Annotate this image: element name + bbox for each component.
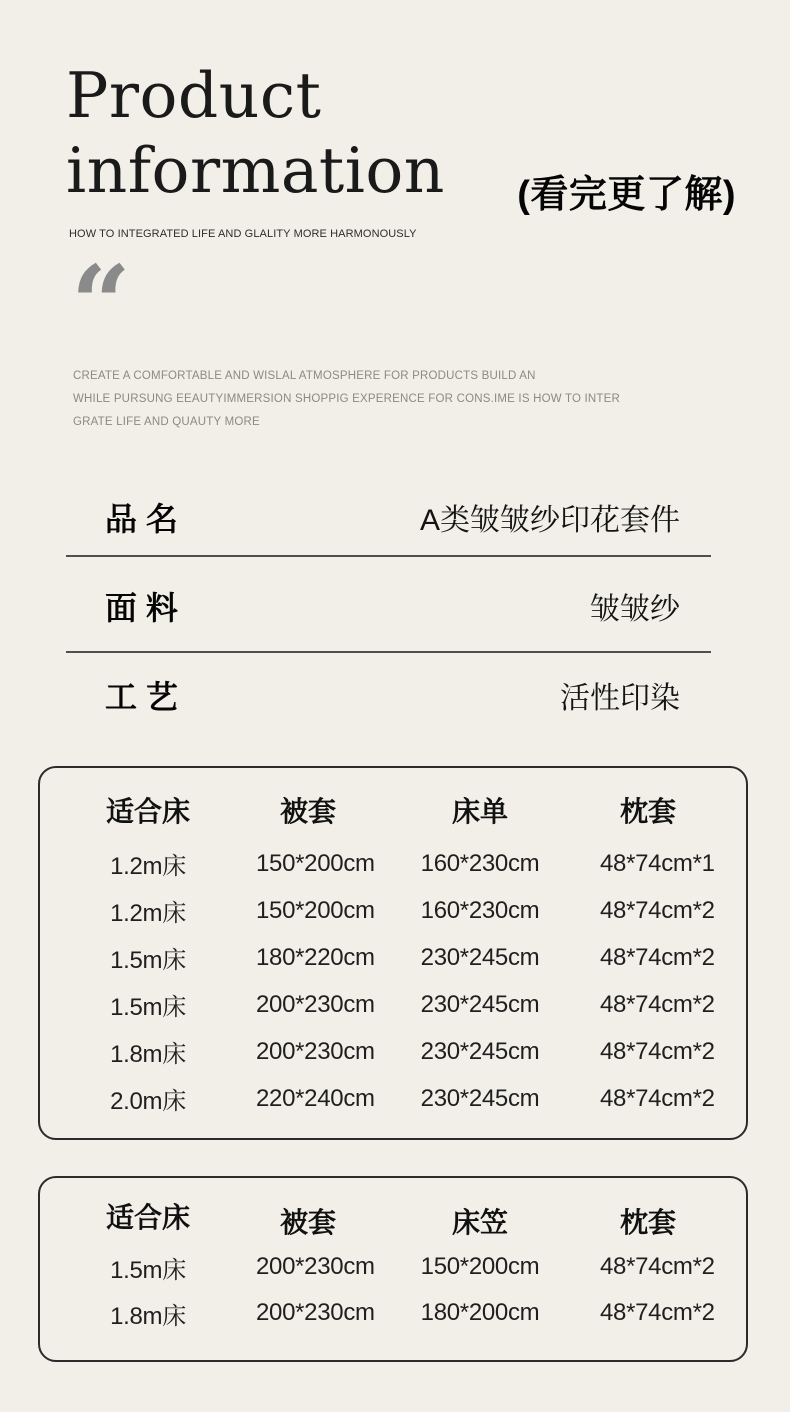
page-title-line1: Product bbox=[66, 59, 322, 132]
table-row bbox=[40, 1028, 746, 1075]
size-table-1 bbox=[38, 766, 748, 1140]
table-header-cell: 床笠 bbox=[451, 1206, 508, 1238]
size-table-2 bbox=[38, 1176, 748, 1362]
table-row bbox=[40, 1290, 746, 1336]
table-row bbox=[40, 887, 746, 934]
intro-line: CREATE A COMFORTABLE AND WISLAL ATMOSPHERE FOR PRODUCTS BUILD AN bbox=[73, 370, 536, 382]
intro-text bbox=[73, 365, 620, 434]
table-cell: 150*200cm bbox=[256, 849, 375, 877]
spec-row-product-name bbox=[66, 479, 711, 557]
table-cell: 200*230cm bbox=[256, 1037, 375, 1065]
table-row bbox=[40, 981, 746, 1028]
table-cell: 200*230cm bbox=[256, 1253, 375, 1280]
table-header-cell: 适合床 bbox=[105, 795, 190, 827]
table-cell: 48*74cm*2 bbox=[600, 990, 715, 1018]
table-row bbox=[40, 934, 746, 981]
table-cell: 160*230cm bbox=[420, 849, 540, 877]
table-row bbox=[40, 1244, 746, 1290]
table-cell: 1.8m床 bbox=[110, 1302, 186, 1330]
table-cell: 230*245cm bbox=[420, 1084, 540, 1112]
table-cell: 1.5m床 bbox=[110, 1256, 186, 1284]
table-cell: 150*200cm bbox=[256, 896, 375, 924]
tagline: HOW TO INTEGRATED LIFE AND GLALITY MORE HARMONOUSLY bbox=[69, 228, 417, 240]
table-header-cell: 适合床 bbox=[105, 1201, 190, 1233]
page-title-suffix: (看完更了解) bbox=[517, 174, 736, 216]
table-cell: 180*200cm bbox=[420, 1299, 540, 1326]
spec-value: A类皱皱纱印花套件 bbox=[419, 504, 680, 537]
table-cell: 200*230cm bbox=[256, 1299, 375, 1326]
table-header-cell: 枕套 bbox=[619, 1206, 676, 1238]
table-row bbox=[40, 840, 746, 887]
table-cell: 220*240cm bbox=[256, 1084, 375, 1112]
spec-label: 品 名 bbox=[105, 501, 178, 537]
table-cell: 1.5m床 bbox=[110, 994, 186, 1021]
table-cell: 2.0m床 bbox=[110, 1088, 186, 1115]
table-cell: 180*220cm bbox=[256, 943, 375, 971]
spec-row-fabric bbox=[66, 561, 711, 653]
table-header-cell: 床单 bbox=[451, 795, 508, 827]
table-cell: 150*200cm bbox=[420, 1253, 540, 1280]
table-cell: 230*245cm bbox=[420, 1037, 540, 1065]
table-cell: 230*245cm bbox=[420, 943, 540, 971]
table-cell: 48*74cm*2 bbox=[600, 1299, 715, 1326]
table-cell: 230*245cm bbox=[420, 990, 540, 1018]
table-cell: 48*74cm*2 bbox=[600, 1037, 715, 1065]
spec-value: 皱皱纱 bbox=[590, 593, 680, 626]
spec-label: 面 料 bbox=[105, 590, 178, 626]
page-title-line2: information bbox=[66, 134, 445, 207]
spec-row-craft bbox=[66, 657, 711, 733]
table-cell: 48*74cm*2 bbox=[600, 1253, 715, 1280]
table-header-row bbox=[40, 768, 746, 840]
table-cell: 48*74cm*2 bbox=[600, 1084, 715, 1112]
intro-line: WHILE PURSUNG EEAUTYIMMERSION SHOPPIG EXPERENCE FOR CONS.IME IS HOW TO INTER bbox=[73, 393, 621, 405]
table-header-row bbox=[40, 1178, 746, 1239]
table-cell: 48*74cm*2 bbox=[600, 943, 715, 971]
page-title bbox=[66, 58, 445, 208]
spec-value: 活性印染 bbox=[560, 682, 680, 715]
spec-label: 工 艺 bbox=[105, 679, 178, 715]
table-header-cell: 被套 bbox=[279, 795, 336, 827]
table-row bbox=[40, 1075, 746, 1122]
table-cell: 48*74cm*2 bbox=[600, 896, 715, 924]
table-cell: 48*74cm*1 bbox=[600, 849, 715, 877]
table-cell: 1.5m床 bbox=[110, 947, 186, 974]
table-cell: 1.2m床 bbox=[110, 900, 186, 927]
table-header-cell: 枕套 bbox=[619, 795, 676, 827]
table-cell: 200*230cm bbox=[256, 990, 375, 1018]
table-cell: 160*230cm bbox=[420, 896, 540, 924]
quote-icon: “ bbox=[71, 242, 131, 365]
table-header-cell: 被套 bbox=[279, 1206, 336, 1238]
table-cell: 1.2m床 bbox=[110, 853, 186, 880]
table-cell: 1.8m床 bbox=[110, 1041, 186, 1068]
intro-line: GRATE LIFE AND QUAUTY MORE bbox=[73, 416, 260, 428]
